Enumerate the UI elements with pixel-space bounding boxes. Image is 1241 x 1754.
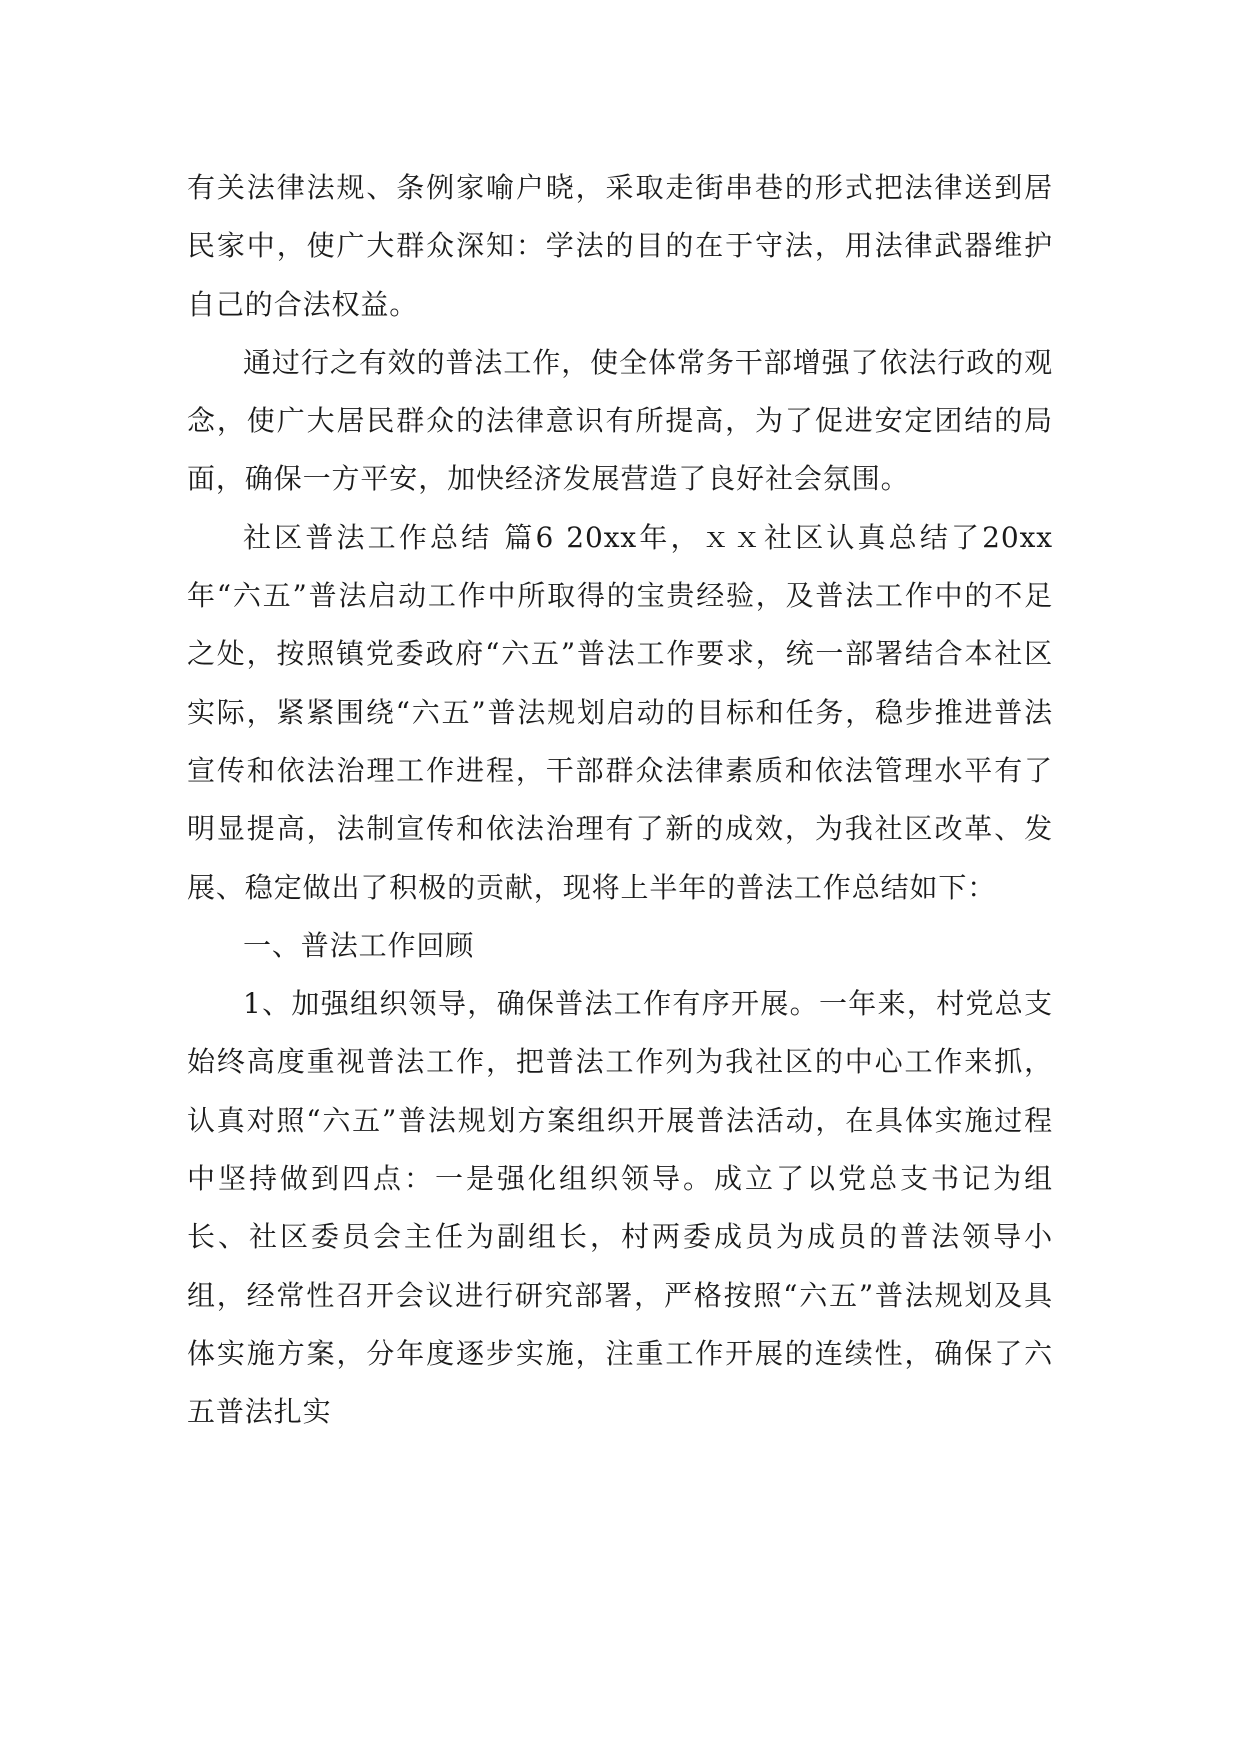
paragraph-3: 社区普法工作总结 篇6 20xx年，ｘｘ社区认真总结了20xx年“六五”普法启动工作中所取得的宝贵经验，及普法工作中的不足之处，按照镇党委政府“六五”普法工作要求，统一部署结合本社区实际，紧紧围绕“六五”普法规划启动的目标和任务，稳步推进普法宣传和依法治理工作进程，干部群众法律素质和依法管理水平有了明显提高，法制宣传和依法治理有了新的成效，为我社区改革、发展、稳定做出了积极的贡献，现将上半年的普法工作总结如下：: [187, 520, 1053, 904]
section-heading: 一、普法工作回顾: [243, 928, 475, 962]
paragraph-1: 有关法律法规、条例家喻户晓，采取走街串巷的形式把法律送到居民家中，使广大群众深知：学法的目的在于守法，用法律武器维护自己的合法权益。: [187, 171, 1053, 321]
paragraph-4: 1、加强组织领导，确保普法工作有序开展。一年来，村党总支始终高度重视普法工作，把普法工作列为我社区的中心工作来抓，认真对照“六五”普法规划方案组织开展普法活动，在具体实施过程中坚持做到四点：一是强化组织领导。成立了以党总支书记为组长、社区委员会主任为副组长，村两委成员为成员的普法领导小组，经常性召开会议进行研究部署，严格按照“六五”普法规划及具体实施方案，分年度逐步实施，注重工作开展的连续性，确保了六五普法扎实: [187, 987, 1053, 1429]
paragraph-2: 通过行之有效的普法工作，使全体常务干部增强了依法行政的观念，使广大居民群众的法律意识有所提高，为了促进安定团结的局面，确保一方平安，加快经济发展营造了良好社会氛围。: [187, 345, 1053, 496]
document-body: [187, 159, 1053, 1442]
